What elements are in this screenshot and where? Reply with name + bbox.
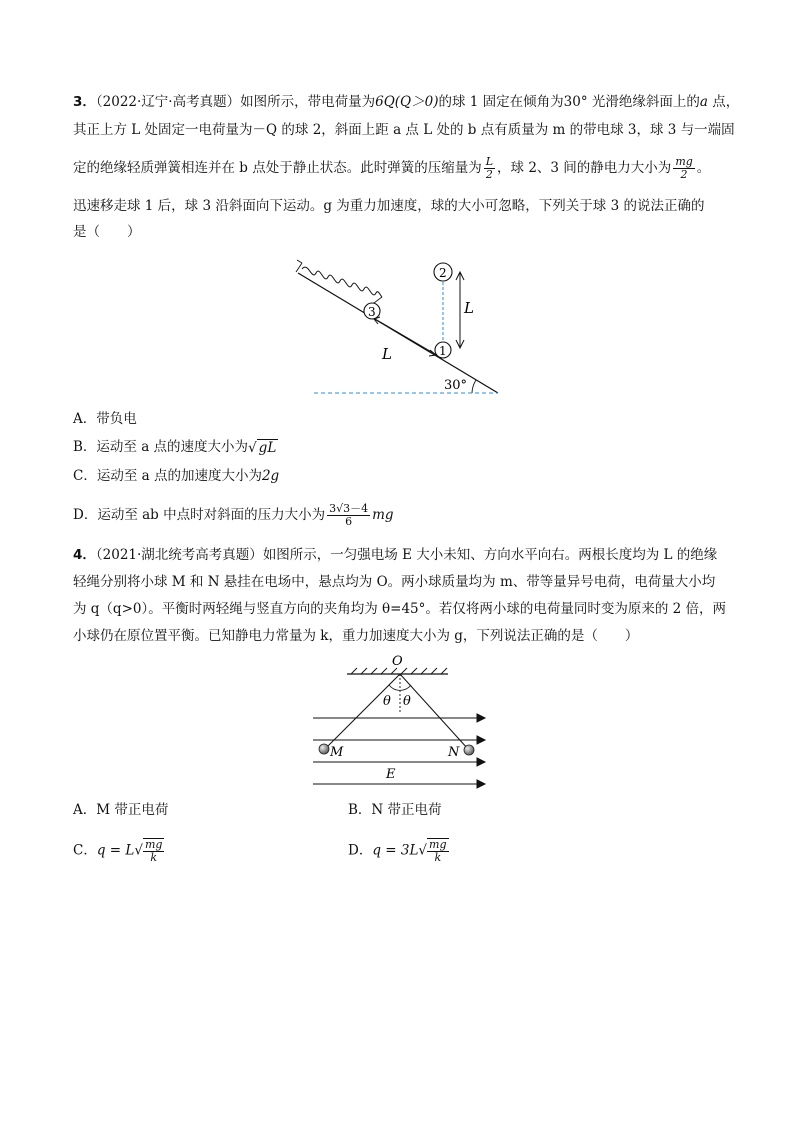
q3-line-2: 其正上方 L 处固定一电荷量为－Q 的球 2，斜面上距 a 点 L 处的 b 点有质量为 m 的带电球 3，球 3 与一端固 [73, 122, 735, 138]
q3-frac2-den: 2 [680, 168, 688, 181]
q3-line-5: 是（ ） [73, 224, 141, 240]
q3-text-3b: ，球 2、3 间的静电力大小为 [497, 160, 672, 176]
q3-fraction-mg2 [673, 156, 694, 181]
q3-option-d-fraction [327, 503, 370, 528]
q3-option-d-mg: mg [372, 507, 394, 523]
vertical-length-label: L [464, 299, 474, 317]
q3-text-1c: 的球 1 固定在倾角为 [438, 94, 564, 110]
q4-option-c-label: C． [73, 842, 97, 859]
q3-line-3 [73, 156, 710, 181]
q3-option-d-text: D．运动至 ab 中点时对斜面的压力大小为 [73, 507, 326, 523]
q3-option-d-num: 3√3－4 [329, 502, 369, 515]
q4-line-1 [73, 545, 717, 565]
q3-line-4: 迅速移走球 1 后，球 3 沿斜面向下运动。g 为重力加速度，球的大小可忽略，下列关于球 3 的说法正确的 [73, 198, 705, 214]
q4-line-2: 轻绳分别将小球 M 和 N 悬挂在电场中，悬点均为 O。两小球质量均为 m、带等量异号电荷，电荷量大小均 [73, 574, 716, 590]
q3-text-1g: 点， [707, 94, 740, 110]
theta-right: θ [403, 694, 411, 709]
label-m: M [330, 745, 344, 760]
label-o: O [392, 654, 403, 669]
q3-charge-6q: 6Q(Q＞0) [375, 94, 439, 110]
q4-option-d-den: k [434, 851, 442, 864]
q3-frac2-num: mg [675, 155, 693, 168]
ball-1-label: 1 [439, 344, 447, 358]
rope-right [400, 674, 468, 749]
q3-option-d[interactable] [73, 503, 394, 528]
label-e: E [386, 767, 396, 782]
q4-option-d-label: D． [348, 842, 373, 859]
q4-option-b[interactable]: B．N 带正电荷 [348, 802, 442, 818]
q4-option-c[interactable] [73, 838, 164, 864]
ball-2-label: 2 [439, 266, 447, 280]
angle-arc [472, 380, 476, 393]
q4-line-4: 小球仍在原位置平衡。已知静电力常量为 k，重力加速度大小为 g，下列说法正确的是（ ） [73, 628, 639, 644]
q3-option-b[interactable] [73, 437, 278, 458]
q3-frac-den: 2 [485, 168, 493, 181]
ball-3-label: 3 [368, 305, 376, 319]
q3-source: （2022·辽宁·高考真题） [95, 94, 241, 110]
q3-text-3c: 。 [696, 160, 711, 176]
q4-option-d[interactable] [348, 838, 449, 864]
q3-option-c-value: 2g [261, 468, 280, 484]
q3-angle-text: 30° [563, 94, 588, 110]
q3-text-1e: 光滑绝缘斜面上的 [587, 94, 700, 110]
q4-line-3: 为 q（q>0）。平衡时两轻绳与竖直方向的夹角均为 θ=45°。若仅将两小球的电荷量同时变为原来的 2 倍，两 [73, 601, 727, 617]
theta-left: θ [383, 694, 391, 709]
q3-option-c[interactable] [73, 466, 279, 486]
ball-n [464, 745, 474, 755]
q4-option-d-expr: q = 3L [372, 842, 419, 859]
incline-surface [298, 273, 498, 393]
q4-text-1: 如图所示，一匀强电场 E 大小未知、方向水平向右。两根长度均为 L 的绝缘 [262, 547, 718, 563]
q3-text-3a: 定的绝缘轻质弹簧相连并在 b 点处于静止状态。此时弹簧的压缩量为 [73, 160, 482, 176]
q3-option-b-text: B．运动至 a 点的速度大小为 [73, 439, 249, 455]
q3-option-b-radicand: gL [258, 439, 277, 456]
q3-line-1 [73, 92, 739, 112]
q3-option-b-sqrt: √ gL [248, 439, 277, 456]
q3-text-1a: 如图所示，带电荷量为 [240, 94, 376, 110]
q4-option-c-num: mg [144, 838, 163, 851]
q4-option-d-sqrt: √ $\frac{mg}{k}$ [418, 838, 447, 864]
q3-number: 3． [73, 94, 96, 110]
slope-length-label: L [382, 345, 392, 363]
angle-label: 30° [444, 378, 468, 393]
q4-option-c-den: k [150, 851, 158, 864]
label-n: N [448, 745, 460, 760]
q4-option-c-sqrt: √ $\frac{mg}{k}$ [134, 838, 163, 864]
q4-source: （2021·湖北统考高考真题） [95, 547, 263, 563]
q3-option-d-den: 6 [345, 515, 353, 528]
q4-option-c-expr: q = L [96, 842, 135, 859]
q3-point-a: a [699, 94, 708, 110]
q4-option-a[interactable]: A．M 带正电荷 [73, 802, 169, 818]
q3-option-a[interactable]: A．带负电 [73, 411, 137, 427]
q3-frac-num: L [485, 155, 494, 168]
q4-number: 4． [73, 547, 96, 563]
q4-field-figure [305, 652, 495, 792]
q3-fraction-l2 [484, 156, 495, 181]
q3-option-c-text: C．运动至 a 点的加速度大小为 [73, 468, 262, 484]
q4-option-d-num: mg [429, 838, 447, 851]
q3-incline-figure [290, 255, 510, 400]
wall-hatch [296, 260, 302, 272]
ball-m [319, 744, 329, 754]
vertical-length-arrow [456, 272, 464, 348]
